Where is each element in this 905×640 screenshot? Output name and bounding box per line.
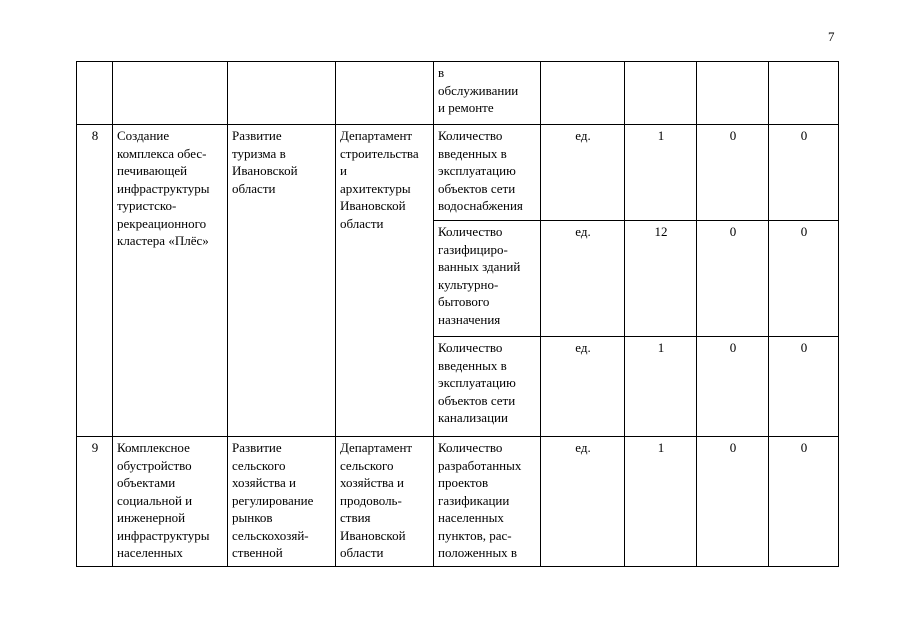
cell-indicator: Количество газифициро- ванных зданий культурно- бытового назначения — [434, 221, 541, 337]
cell-name: Создание комплекса обес- печивающей инфраструктуры туристско- рекреационного кластера «Плёс» — [113, 125, 228, 437]
table-row — [77, 125, 839, 221]
cell-executor: Департамент строительства и архитектуры Ивановской области — [336, 125, 434, 437]
cell-program — [228, 62, 336, 125]
cell-value-2: 0 — [697, 125, 769, 221]
cell-indicator: Количество введенных в эксплуатацию объектов сети водоснабжения — [434, 125, 541, 221]
cell-value-1: 1 — [625, 337, 697, 437]
cell-value-3: 0 — [769, 337, 839, 437]
cell-program: Развитие туризма в Ивановской области — [228, 125, 336, 437]
page-number: 7 — [828, 29, 835, 44]
cell-indicator: в обслуживании и ремонте — [434, 62, 541, 125]
cell-num: 9 — [77, 437, 113, 567]
cell-value-2: 0 — [697, 337, 769, 437]
cell-value-2: 0 — [697, 437, 769, 567]
cell-value-3: 0 — [769, 221, 839, 337]
cell-executor: Департамент сельского хозяйства и продоволь- ствия Ивановской области — [336, 437, 434, 567]
cell-unit: ед. — [541, 337, 625, 437]
cell-unit: ед. — [541, 221, 625, 337]
cell-value-1 — [625, 62, 697, 125]
cell-program: Развитие сельского хозяйства и регулирование рынков сельскохозяй- ственной — [228, 437, 336, 567]
cell-value-3: 0 — [769, 125, 839, 221]
cell-name — [113, 62, 228, 125]
cell-value-2 — [697, 62, 769, 125]
cell-value-1: 1 — [625, 437, 697, 567]
cell-num: 8 — [77, 125, 113, 437]
table-row — [77, 437, 839, 567]
cell-indicator: Количество введенных в эксплуатацию объектов сети канализации — [434, 337, 541, 437]
cell-unit — [541, 62, 625, 125]
cell-value-3: 0 — [769, 437, 839, 567]
cell-name: Комплексное обустройство объектами социальной и инженерной инфраструктуры населенных — [113, 437, 228, 567]
cell-unit: ед. — [541, 125, 625, 221]
cell-value-2: 0 — [697, 221, 769, 337]
cell-unit: ед. — [541, 437, 625, 567]
table-row — [77, 62, 839, 125]
cell-value-1: 12 — [625, 221, 697, 337]
indicators-table — [76, 61, 839, 567]
cell-num — [77, 62, 113, 125]
cell-value-1: 1 — [625, 125, 697, 221]
cell-indicator: Количество разработанных проектов газификации населенных пунктов, рас- положенных в — [434, 437, 541, 567]
cell-value-3 — [769, 62, 839, 125]
cell-executor — [336, 62, 434, 125]
